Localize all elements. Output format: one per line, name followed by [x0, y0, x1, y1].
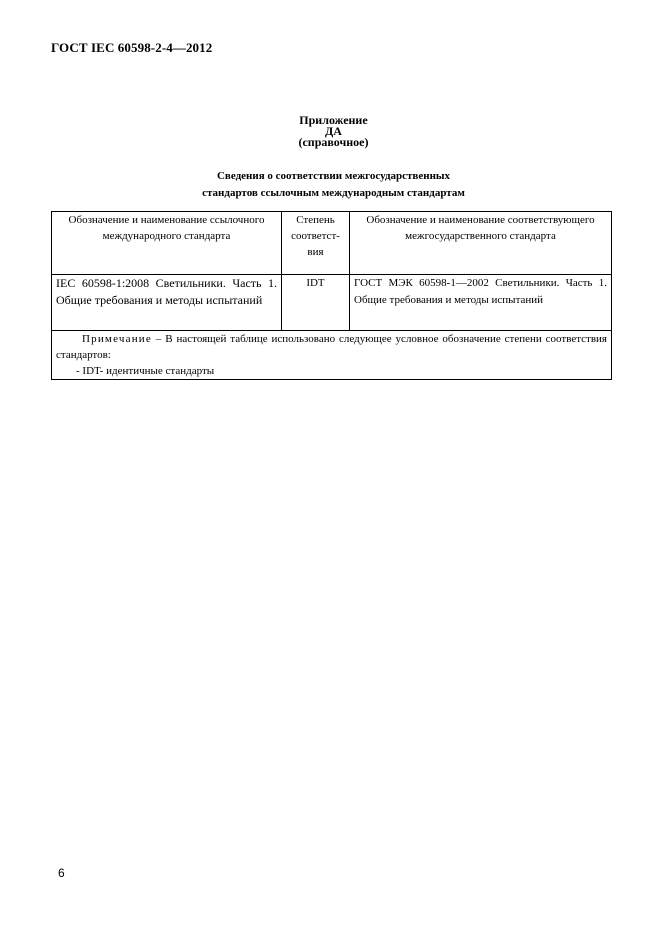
note-text: [56, 331, 607, 363]
header-degree: Степень соответст-вия: [282, 212, 350, 275]
note-body: – В настоящей таблице использовано следующее условное обозначение степени соответствия стандартов:: [56, 333, 607, 361]
appendix-heading: [0, 115, 661, 148]
correspondence-table: [51, 211, 612, 380]
cell-interstate-standard: ГОСТ МЭК 60598-1—2002 Светильники. Часть 1. Общие требования и методы испытаний: [350, 275, 612, 331]
table-note-row: [52, 331, 612, 380]
table-title-line-1: Сведения о соответствии межгосударственных: [216, 170, 451, 182]
note-label: Примечание: [82, 333, 152, 345]
appendix-title: Приложение: [299, 113, 368, 127]
header-interstate-standard: Обозначение и наименование соответствующего межгосударственного стандарта: [350, 212, 612, 275]
cell-degree: IDT: [282, 275, 350, 331]
header-international-standard: Обозначение и наименование ссылочного международного стандарта: [52, 212, 282, 275]
standard-code: ГОСТ IEC 60598-2-4—2012: [51, 40, 213, 55]
page-number: 6: [58, 866, 65, 880]
table-title: [0, 168, 661, 202]
table-header-row: [52, 212, 612, 275]
appendix-type: (справочное): [298, 135, 369, 149]
table-row: [52, 275, 612, 331]
appendix-letter: ДА: [325, 124, 342, 138]
table-note: [52, 331, 612, 380]
cell-international-standard: IEC 60598-1:2008 Светильники. Часть 1. Общие требования и методы испытаний: [52, 275, 282, 331]
note-item: - IDT- идентичные стандарты: [76, 365, 215, 377]
table-title-line-2: стандартов ссылочным международным стандартам: [202, 187, 465, 199]
